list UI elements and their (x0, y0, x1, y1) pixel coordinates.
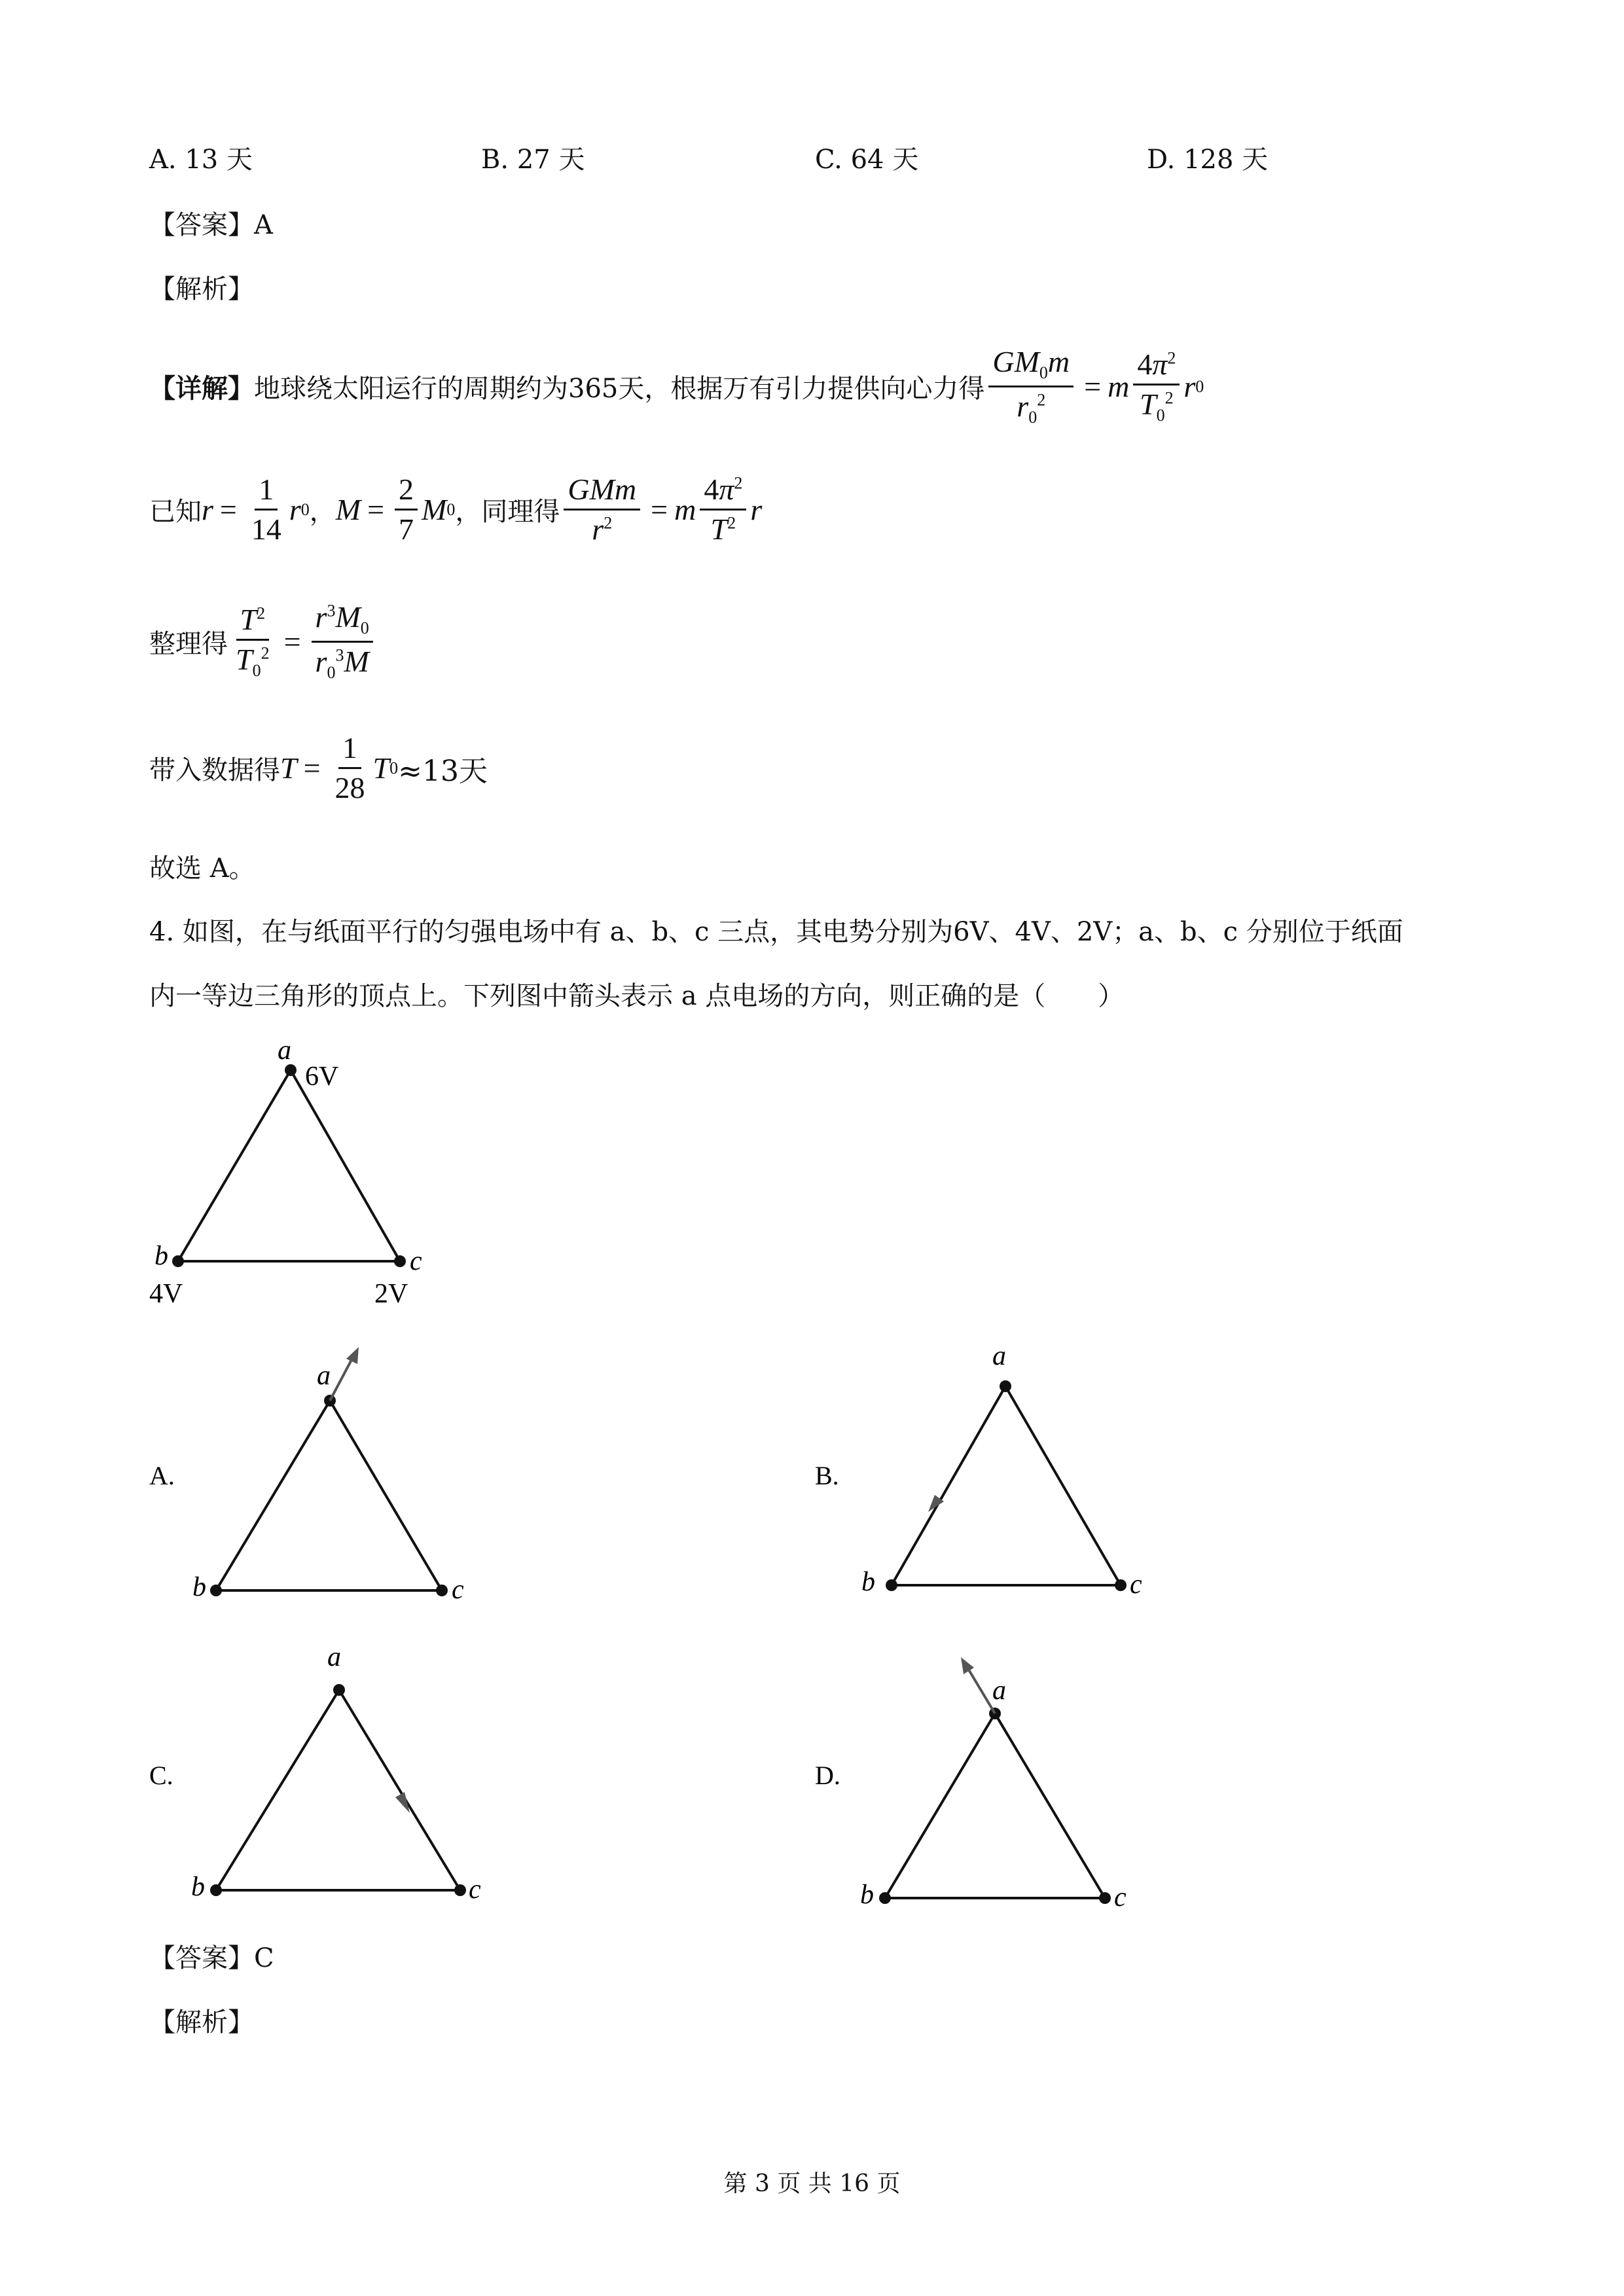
d-side-ab (885, 1713, 995, 1898)
d-label-b: b (860, 1880, 874, 1910)
d-vertex-c-dot (1099, 1892, 1111, 1904)
c-vertex-c-dot (454, 1884, 466, 1896)
d-label-a: a (992, 1676, 1006, 1706)
a-label-b: b (192, 1572, 206, 1602)
option-b: B. 27 天 (481, 145, 585, 175)
c-vertex-a-dot (333, 1684, 345, 1696)
approx-result: ≈13天 (398, 754, 488, 788)
main-potential-c: 2V (374, 1279, 408, 1309)
a-side-ab (216, 1401, 330, 1590)
known-prefix: 已知 (149, 497, 202, 527)
d-side-ac (995, 1713, 1105, 1898)
b-vertex-c-dot (1115, 1579, 1127, 1591)
main-label-c: c (410, 1246, 422, 1276)
option-c-label: C. (149, 1761, 173, 1790)
a-side-ac (330, 1401, 442, 1590)
option-a-label: A. (149, 1461, 175, 1490)
b-label-c: c (1130, 1570, 1142, 1600)
main-vertex-c-dot (394, 1255, 406, 1267)
mass-relation: M = $\frac{2}{7}$ M 0 (335, 473, 456, 546)
answer-label: 【答案】 (149, 210, 254, 240)
main-potential-a: 6V (305, 1062, 339, 1092)
substitute-label: 带入数据得 (149, 755, 280, 785)
radius-relation: r = $\frac{1}{14}$ r 0 (202, 473, 310, 546)
q4-answer-line (149, 1937, 274, 1975)
option-d-figure (815, 1657, 1127, 1912)
option-c-figure (149, 1642, 481, 1905)
c-label-b: b (191, 1872, 205, 1902)
a-vertex-b-dot (210, 1585, 222, 1596)
result-equation: T = $\frac{1}{28}$ T 0 (280, 731, 399, 804)
main-vertex-a-dot (285, 1064, 297, 1076)
detail-text: 地球绕太阳运行的周期约为365天，根据万有引力提供向心力得 (254, 374, 985, 404)
q4-stem-line2: 内一等边三角形的顶点上。下列图中箭头表示 a 点电场的方向，则正确的是（ ） (149, 981, 1125, 1011)
q4-answer-value: C (254, 1943, 274, 1973)
rearrange-label: 整理得 (149, 629, 228, 660)
main-potential-b: 4V (149, 1279, 183, 1309)
main-vertex-b-dot (172, 1255, 184, 1267)
gravity-equation-star: $\frac{\text{GMm}}{r^2}$ = m $\frac{4\pi^2}{T^2}$ r (560, 475, 762, 545)
gravity-equation-sun: $\frac{GM_0m}{r_0^2}$ = m $\frac{4\pi^2}{T_0^2}$ r 0 (984, 347, 1204, 426)
option-d-label: D. (815, 1761, 840, 1790)
comma: ， (309, 497, 336, 527)
b-label-a: a (992, 1341, 1006, 1371)
main-triangle-figure (149, 1035, 422, 1309)
c-vertex-b-dot (210, 1884, 222, 1896)
b-side-ab (892, 1386, 1005, 1585)
a-vertex-c-dot (436, 1585, 448, 1596)
q4-analysis-label: 【解析】 (149, 2007, 254, 2037)
d-vertex-b-dot (879, 1892, 891, 1904)
c-side-ab (216, 1690, 339, 1890)
option-a: A. 13 天 (149, 145, 253, 175)
a-label-a: a (317, 1361, 331, 1391)
q4-answer-label: 【答案】 (149, 1943, 254, 1973)
b-label-b: b (861, 1567, 875, 1597)
a-field-arrow (330, 1356, 353, 1401)
c-label-c: c (469, 1874, 481, 1905)
b-side-ac (1005, 1386, 1121, 1585)
main-label-b: b (154, 1241, 168, 1271)
option-b-label: B. (815, 1461, 839, 1490)
option-a-figure (149, 1347, 464, 1605)
answer-value: A (254, 210, 273, 240)
page-footer: 第 3 页 共 16 页 (723, 2170, 901, 2197)
d-field-arrowhead (961, 1657, 974, 1674)
same-reason: ，同理得 (455, 497, 560, 527)
main-triangle-side-ab (178, 1070, 291, 1261)
q4-stem-line1: 4. 如图，在与纸面平行的匀强电场中有 a、b、c 三点，其电势分别为6V、4V、2V；a、b、c 分别位于纸面 (149, 917, 1403, 947)
b-vertex-b-dot (886, 1579, 897, 1591)
a-field-arrowhead (346, 1347, 359, 1364)
c-label-a: a (327, 1642, 341, 1672)
d-field-arrow (967, 1668, 995, 1713)
conclusion: 故选 A。 (149, 853, 255, 884)
detail-label: 【详解】 (149, 373, 254, 404)
option-c: C. 64 天 (815, 145, 919, 175)
c-side-ac (339, 1690, 460, 1890)
b-vertex-a-dot (1000, 1380, 1011, 1392)
analysis-label: 【解析】 (149, 274, 254, 304)
ratio-equation: $\frac{T^2}{T_0^2}$ = $\frac{r^3M_0}{r_0^3M}$ (228, 602, 377, 681)
option-b-figure (815, 1341, 1142, 1600)
d-label-c: c (1114, 1882, 1127, 1912)
a-label-c: c (452, 1575, 464, 1605)
option-d: D. 128 天 (1147, 145, 1269, 175)
main-triangle-side-ac (291, 1070, 400, 1261)
main-label-a: a (278, 1035, 291, 1066)
